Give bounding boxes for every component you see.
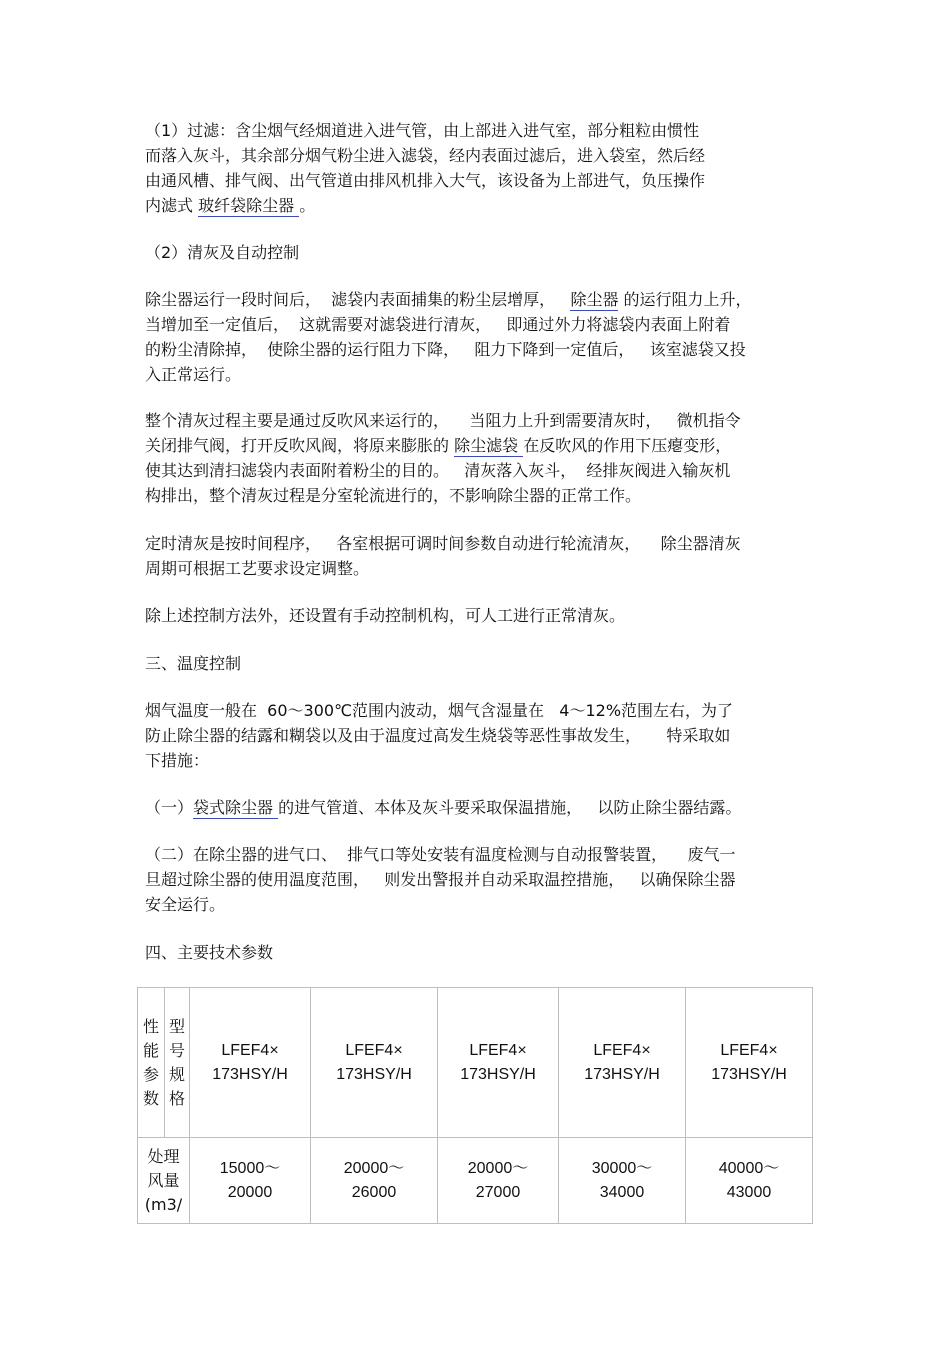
header-char: 型 <box>168 1016 185 1036</box>
airflow-text: 40000～ <box>718 1159 780 1177</box>
model-text: LFEF4× <box>221 1041 279 1059</box>
text-line: 入正常运行。 <box>145 365 242 384</box>
model-text: LFEF4× <box>345 1041 403 1059</box>
temperature-paragraph-3 <box>145 842 805 917</box>
airflow-text: 26000 <box>351 1183 397 1201</box>
text-segment: 关闭排气阀，打开反吹风阀，将原来膨胀的 <box>145 436 455 455</box>
table-row <box>138 988 813 1138</box>
text-line: 周期可根据工艺要求设定调整。 <box>145 559 370 578</box>
header-performance-cell <box>138 988 165 1138</box>
header-char: 能 <box>142 1040 159 1060</box>
label-text: (m3/ <box>144 1194 183 1214</box>
model-text: 173HSY/H <box>584 1065 660 1083</box>
cleaning-paragraph-1 <box>145 287 805 387</box>
header-char: 规 <box>168 1064 185 1084</box>
text-line <box>145 795 805 820</box>
airflow-label-cell <box>138 1138 190 1224</box>
header-char: 性 <box>142 1016 159 1036</box>
text-line: 当增加至一定值后， 这就需要对滤袋进行清灰， 即通过外力将滤袋内表面上附着 <box>145 315 731 334</box>
cleaning-paragraph-3 <box>145 531 805 581</box>
text-line: 由通风槽、排气阀、出气管道由排风机排入大气，该设备为上部进气，负压操作 <box>145 171 706 190</box>
text-segment: 的进气管道、本体及灰斗要采取保温措施， 以防止除尘器结露。 <box>278 798 742 817</box>
airflow-text: 20000～ <box>343 1159 405 1177</box>
text-line: 整个清灰过程主要是通过反吹风来运行的， 当阻力上升到需要清灰时， 微机指令 <box>145 411 741 430</box>
header-char: 格 <box>168 1088 185 1108</box>
table-row <box>138 1138 813 1224</box>
text-line: 下措施： <box>145 751 210 770</box>
text-line: 构排出，整个清灰过程是分室轮流进行的，不影响除尘器的正常工作。 <box>145 486 642 505</box>
text-segment: 除尘器运行一段时间后， 滤袋内表面捕集的粉尘层增厚， <box>145 290 571 309</box>
dust-filter-bag-link[interactable]: 除尘滤袋 <box>454 436 524 455</box>
text-segment: （一） <box>145 798 194 817</box>
airflow-text: 27000 <box>475 1183 521 1201</box>
text-line <box>145 287 805 312</box>
cleaning-paragraph-2 <box>145 408 805 508</box>
airflow-cell <box>190 1138 311 1224</box>
airflow-cell <box>311 1138 438 1224</box>
header-char: 号 <box>168 1040 185 1060</box>
model-text: 173HSY/H <box>460 1065 536 1083</box>
model-text: 173HSY/H <box>711 1065 787 1083</box>
airflow-text: 43000 <box>726 1183 772 1201</box>
label-text: 风量 <box>147 1170 180 1190</box>
text-line: 的粉尘清除掉， 使除尘器的运行阻力下降， 阻力下降到一定值后， 该室滤袋又投 <box>145 340 746 359</box>
section-heading: （2）清灰及自动控制 <box>145 243 300 262</box>
text-line: 定时清灰是按时间程序， 各室根据可调时间参数自动进行轮流清灰， 除尘器清灰 <box>145 534 741 553</box>
airflow-text: 15000～ <box>219 1159 281 1177</box>
header-model-cell <box>165 988 190 1138</box>
bag-dust-collector-link[interactable]: 袋式除尘器 <box>193 798 279 817</box>
airflow-cell <box>559 1138 686 1224</box>
text-line: 烟气温度一般在 60～300℃范围内波动，烟气含湿量在 4～12%范围左右，为了 <box>145 701 734 720</box>
text-line: （二）在除尘器的进气口、 排气口等处安装有温度检测与自动报警装置， 废气一 <box>145 845 736 864</box>
text-line: 使其达到清扫滤袋内表面附着粉尘的目的。 清灰落入灰斗， 经排灰阀进入输灰机 <box>145 461 731 480</box>
header-char: 数 <box>142 1088 159 1108</box>
parameters-table <box>137 987 813 1224</box>
model-text: LFEF4× <box>720 1041 778 1059</box>
model-text: LFEF4× <box>469 1041 527 1059</box>
airflow-cell <box>686 1138 813 1224</box>
model-cell <box>438 988 559 1138</box>
cleaning-heading <box>145 240 805 265</box>
dust-collector-link[interactable]: 除尘器 <box>570 290 619 309</box>
text-line: （1）过滤：含尘烟气经烟道进入进气管，由上部进入进气室，部分粗粒由惯性 <box>145 121 700 140</box>
model-cell <box>559 988 686 1138</box>
text-line: 旦超过除尘器的使用温度范围， 则发出警报并自动采取温控措施， 以确保除尘器 <box>145 870 736 889</box>
model-text: 173HSY/H <box>212 1065 288 1083</box>
text-segment: 内滤式 <box>145 196 199 215</box>
parameters-heading <box>145 940 805 965</box>
airflow-text: 30000～ <box>591 1159 653 1177</box>
text-line: 除上述控制方法外，还设置有手动控制机构，可人工进行正常清灰。 <box>145 606 626 625</box>
model-text: 173HSY/H <box>336 1065 412 1083</box>
text-line: 防止除尘器的结露和糊袋以及由于温度过高发生烧袋等恶性事故发生， 特采取如 <box>145 726 731 745</box>
filter-paragraph <box>145 118 805 218</box>
model-cell <box>686 988 813 1138</box>
section-heading: 三、温度控制 <box>145 654 242 673</box>
model-cell <box>190 988 311 1138</box>
temperature-paragraph-2 <box>145 795 805 820</box>
glass-fiber-dust-collector-link[interactable]: 玻纤袋除尘器 <box>198 196 300 215</box>
airflow-text: 20000～ <box>467 1159 529 1177</box>
section-heading: 四、主要技术参数 <box>145 943 274 962</box>
header-char: 参 <box>142 1064 159 1084</box>
airflow-cell <box>438 1138 559 1224</box>
airflow-text: 34000 <box>599 1183 645 1201</box>
cleaning-paragraph-4 <box>145 603 805 628</box>
text-segment: 。 <box>299 196 316 215</box>
model-cell <box>311 988 438 1138</box>
temperature-paragraph-1 <box>145 698 805 773</box>
text-line <box>145 433 805 458</box>
label-text: 处理 <box>147 1146 180 1166</box>
temperature-heading <box>145 651 805 676</box>
text-line: 而落入灰斗，其余部分烟气粉尘进入滤袋，经内表面过滤后，进入袋室，然后经 <box>145 146 706 165</box>
text-segment: 的运行阻力上升， <box>618 290 752 309</box>
text-segment: 在反吹风的作用下压瘪变形， <box>523 436 732 455</box>
airflow-text: 20000 <box>227 1183 273 1201</box>
text-line: 安全运行。 <box>145 895 226 914</box>
text-line <box>145 193 805 218</box>
model-text: LFEF4× <box>593 1041 651 1059</box>
